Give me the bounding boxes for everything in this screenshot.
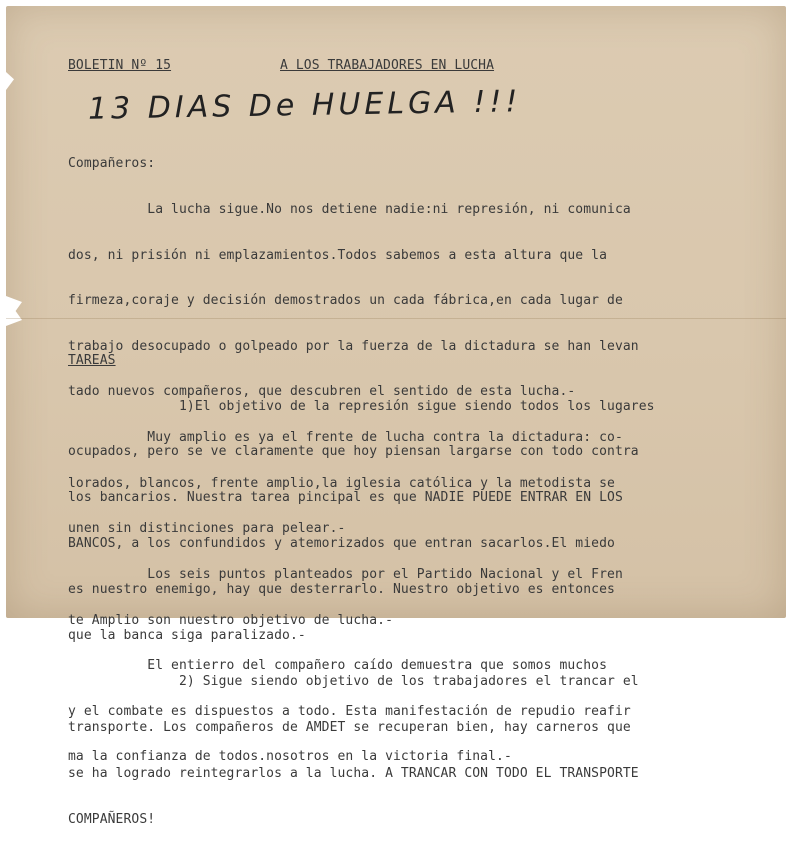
- task-line: BANCOS, a los confundidos y atemorizados que entran sacarlos.El miedo: [68, 536, 615, 552]
- letter-line: Muy amplio es ya el frente de lucha contra la dictadura: co-: [68, 430, 623, 446]
- handwritten-headline: 13 DIAS De HUELGA !!!: [87, 84, 522, 127]
- task-line: se ha logrado reintegrarlos a la lucha. A TRANCAR CON TODO EL TRANSPORTE: [68, 765, 639, 781]
- task-line: 1)El objetivo de la represión sigue siendo todos los lugares: [68, 398, 655, 414]
- letter-line: lorados, blancos, frente amplio,la iglesia católica y la metodista se: [68, 475, 615, 491]
- torn-edge: [6, 296, 22, 326]
- salutation: Compañeros:: [68, 156, 156, 172]
- task-line: que la banca siga paralizado.-: [68, 628, 306, 644]
- letter-line: ma la confianza de todos.nosotros en la victoria final.-: [68, 749, 512, 765]
- tasks-heading: TAREAS: [68, 353, 116, 368]
- letter-line: dos, ni prisión ni emplazamientos.Todos sabemos a esta altura que la: [68, 247, 608, 263]
- task-line: 2) Sigue siendo objetivo de los trabajadores el trancar el: [68, 673, 639, 689]
- letter-line: El entierro del compañero caído demuestra que somos muchos: [68, 658, 608, 674]
- letter-line: Los seis puntos planteados por el Partido Nacional y el Fren: [68, 566, 623, 582]
- letter-line: unen sin distinciones para pelear.-: [68, 521, 346, 537]
- task-line: ocupados, pero se ve claramente que hoy piensan largarse con todo contra: [68, 444, 639, 460]
- letter-line: te Amplio son nuestro objetivo de lucha.-: [68, 612, 393, 628]
- letter-line: La lucha sigue.No nos detiene nadie:ni represión, ni comunica: [68, 202, 631, 218]
- task-line: los bancarios. Nuestra tarea pincipal es que NADIE PUEDE ENTRAR EN LOS: [68, 490, 623, 506]
- tasks-body: [68, 368, 655, 858]
- bulletin-title: A LOS TRABAJADORES EN LUCHA: [280, 58, 495, 73]
- letter-line: trabajo desocupado o golpeado por la fuerza de la dictadura se han levan: [68, 338, 639, 354]
- letter-line: y el combate es dispuestos a todo. Esta manifestación de repudio reafir: [68, 703, 631, 719]
- torn-edge: [6, 72, 14, 90]
- task-line: es nuestro enemigo, hay que desterrarlo. Nuestro objetivo es entonces: [68, 582, 615, 598]
- document-sheet: [6, 6, 786, 827]
- task-line: transporte. Los compañeros de AMDET se recuperan bien, hay carneros que: [68, 719, 631, 735]
- letter-line: firmeza,coraje y decisión demostrados un cada fábrica,en cada lugar de: [68, 293, 623, 309]
- bulletin-number: BOLETIN Nº 15: [68, 58, 172, 73]
- letter-line: tado nuevos compañeros, que descubren el sentido de esta lucha.-: [68, 384, 576, 400]
- task-line: COMPAÑEROS!: [68, 811, 156, 827]
